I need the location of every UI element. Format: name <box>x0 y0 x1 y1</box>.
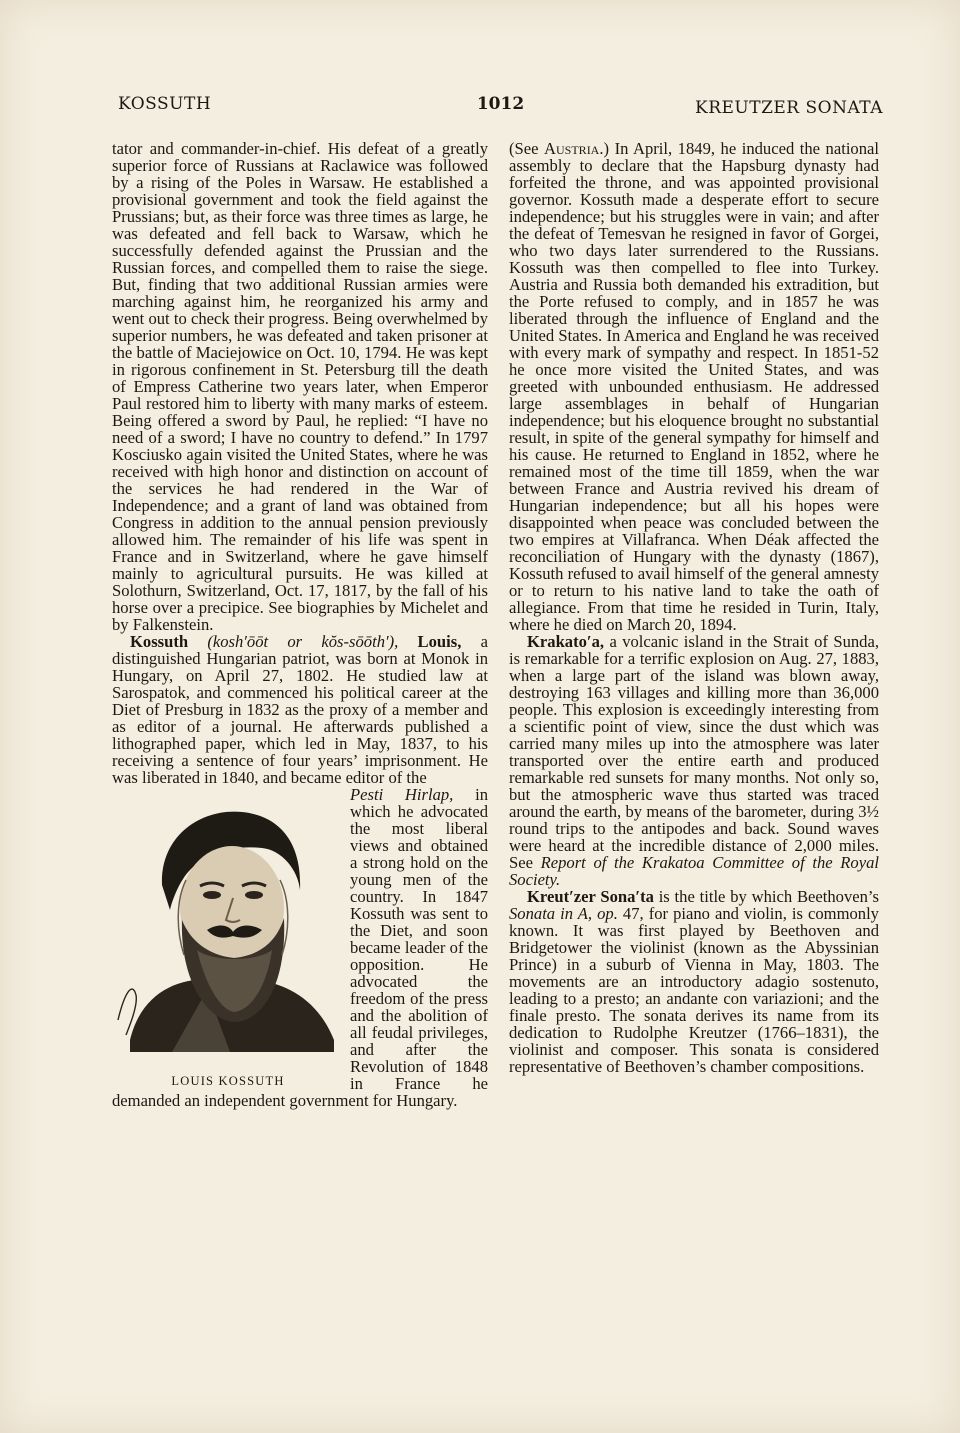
page-number: 1012 <box>476 94 525 114</box>
kosciusko-continuation: tator and commander-in-chief. His defeat of a greatly superior force of Russians at Raclawice was followed by a rising of the Poles in Warsaw. He established a provisional government and took the field against the Prussians; but, as their force was three times as large, he was defeated and fell back to Warsaw, which he successfully defended against the Prussian and the Russian forces, and compelled them to raise the siege. But, finding that two additional Russian armies were marching against him, he reorganized his army and went out to check their progress. Being overwhelmed by superior numbers, he was defeated and taken prisoner at the battle of Maciejowice on Oct. 10, 1794. He was kept in rigorous confinement in St. Petersburg till the death of Empress Catherine two years later, when Emperor Paul restored him to liberty with many marks of esteem. Being offered a sword by Paul, he replied: “I have no need of a sword; I have no country to defend.” In 1797 Kosciusko again visited the United States, where he was received with high honor and distinction on account of the services he had rendered in the War of Independence; and a grant of land was obtained from Congress in addition to the annual pension previously allowed him. The remainder of his life was spent in France and in Switzerland, where he gave himself mainly to agricultural pursuits. He was killed at Solothurn, Switzerland, Oct. 17, 1817, by the fall of his horse over a precipice. See biographies by Michelet and by Falkenstein. <box>112 139 488 634</box>
header-right-guide-word: KREUTZER SONATA <box>695 98 883 118</box>
kossuth-journal-name: Pesti Hirlap, <box>350 785 454 804</box>
kossuth-headword: Kossuth <box>130 632 189 651</box>
kreutzer-body-end: 47, for piano and violin, is commonly known. It was first played by Beethoven and Bridgetower the violinist (known as the Abyssinian Prince) in a suburb of Vienna in May, 1803. The movements are an introductory adagio sostenuto, leading to a presto; an andante con variazioni; and the finale presto. The sonata derives its name from its dedication to Rudolphe Kreutzer (1766–1831), the violinist and composer. This sonata is considered representative of Beethoven’s chamber compositions. <box>509 904 879 1076</box>
kossuth-body-end: in which he advocated the most liberal views and obtained a strong hold on the young men of the country. In 1847 Kossuth was sent to the Diet, and soon became leader of the opposition. He advocated the freedom of the press and the abolition of all feudal privileges, and after the Revolution of 1848 in France he demanded an independent government for Hungary. <box>112 785 488 1110</box>
kreutzer-sonata-headword: Kreut′zer Sona′ta <box>527 887 654 906</box>
cross-reference-austria: Austria.) <box>544 139 610 158</box>
left-column <box>112 140 488 1109</box>
kreutzer-sonata-entry <box>509 888 879 1075</box>
kossuth-later-life: In April, 1849, he induced the national assembly to declare that the Hapsburg dynasty had forfeited the throne, and was appointed provisional governor. Kossuth made a desperate effort to secure independence; but his struggles were in vain; and after the defeat of Temesvan he resigned in favor of Gorgei, who two days later surrendered to the Russians. Kossuth was then compelled to flee into Turkey. Austria and Russia both demanded his extradition, but the Porte refused to comply, and in 1857 he was liberated through the influence of England and the United States. In America and England he was received with every mark of sympathy and respect. In 1851-52 he once more visited the United States, and was greeted with unbounded enthusiasm. He addressed large assemblages in behalf of Hungarian independence; but his eloquence brought no substantial result, in spite of the general sympathy for himself and his cause. He returned to England in 1852, where he remained most of the time till 1859, when the war between France and Austria revived his dream of Hungarian independence; but all his hopes were disappointed when peace was concluded between the two empires at Villafranca. When Déak affected the reconciliation of Hungary with the dynasty (1867), Kossuth refused to avail himself of the general amnesty or to return to his native land to take the oath of allegiance. From that time he resided in Turin, Italy, where he died on March 20, 1894. <box>509 139 879 634</box>
kossuth-entry <box>112 633 488 786</box>
kossuth-pronunciation: (kosh′ōōt or kŏs-sōōth′), <box>207 632 399 651</box>
portrait-caption: LOUIS KOSSUTH <box>171 1074 285 1088</box>
running-head <box>118 94 883 120</box>
kreutzer-work-title: Sonata in A, op. <box>509 904 618 923</box>
kreutzer-body-start: is the title by which Beethoven’s <box>658 887 879 906</box>
kossuth-body-start: a distinguished Hungarian patriot, was born at Monok in Hungary, on April 27, 1802. He studied law at Sarospatok, and commenced his political career at the Diet of Presburg in 1832 as the proxy of a member and as editor of a journal. He afterwards published a lithographed paper, which led in May, 1837, to his receiving a sentence of four years’ imprisonment. He was liberated in 1840, and became editor of the <box>112 632 488 787</box>
krakatoa-body: a volcanic island in the Strait of Sunda, is remarkable for a terrific explosion on Aug. 27, 1883, when a large part of the island was blown away, destroying 163 villages and killing more than 36,000 people. This explosion is exceedingly interesting from a scientific point of view, since the dust which was carried many miles up into the atmosphere was later transported over the entire earth and produced remarkable red sunsets for many months. Not only so, but the atmospheric wave thus started was traced around the earth, by means of the barometer, during 3½ round trips to the antipodes and back. Sound waves were heard at the incredible distance of 2,000 miles. See <box>509 632 879 872</box>
kossuth-given-name: Louis, <box>417 632 462 651</box>
right-column <box>509 140 879 1075</box>
krakatoa-headword: Krakato′a, <box>527 632 605 651</box>
kossuth-entry-continued <box>509 140 879 633</box>
portrait-engraving <box>112 790 344 1070</box>
krakatoa-entry <box>509 633 879 888</box>
kossuth-portrait <box>112 790 344 1090</box>
kossuth-see-prefix: (See <box>509 139 539 158</box>
header-left-guide-word: KOSSUTH <box>118 94 212 114</box>
krakatoa-reference: Report of the Krakatoa Committee of the Royal Society. <box>509 853 879 889</box>
